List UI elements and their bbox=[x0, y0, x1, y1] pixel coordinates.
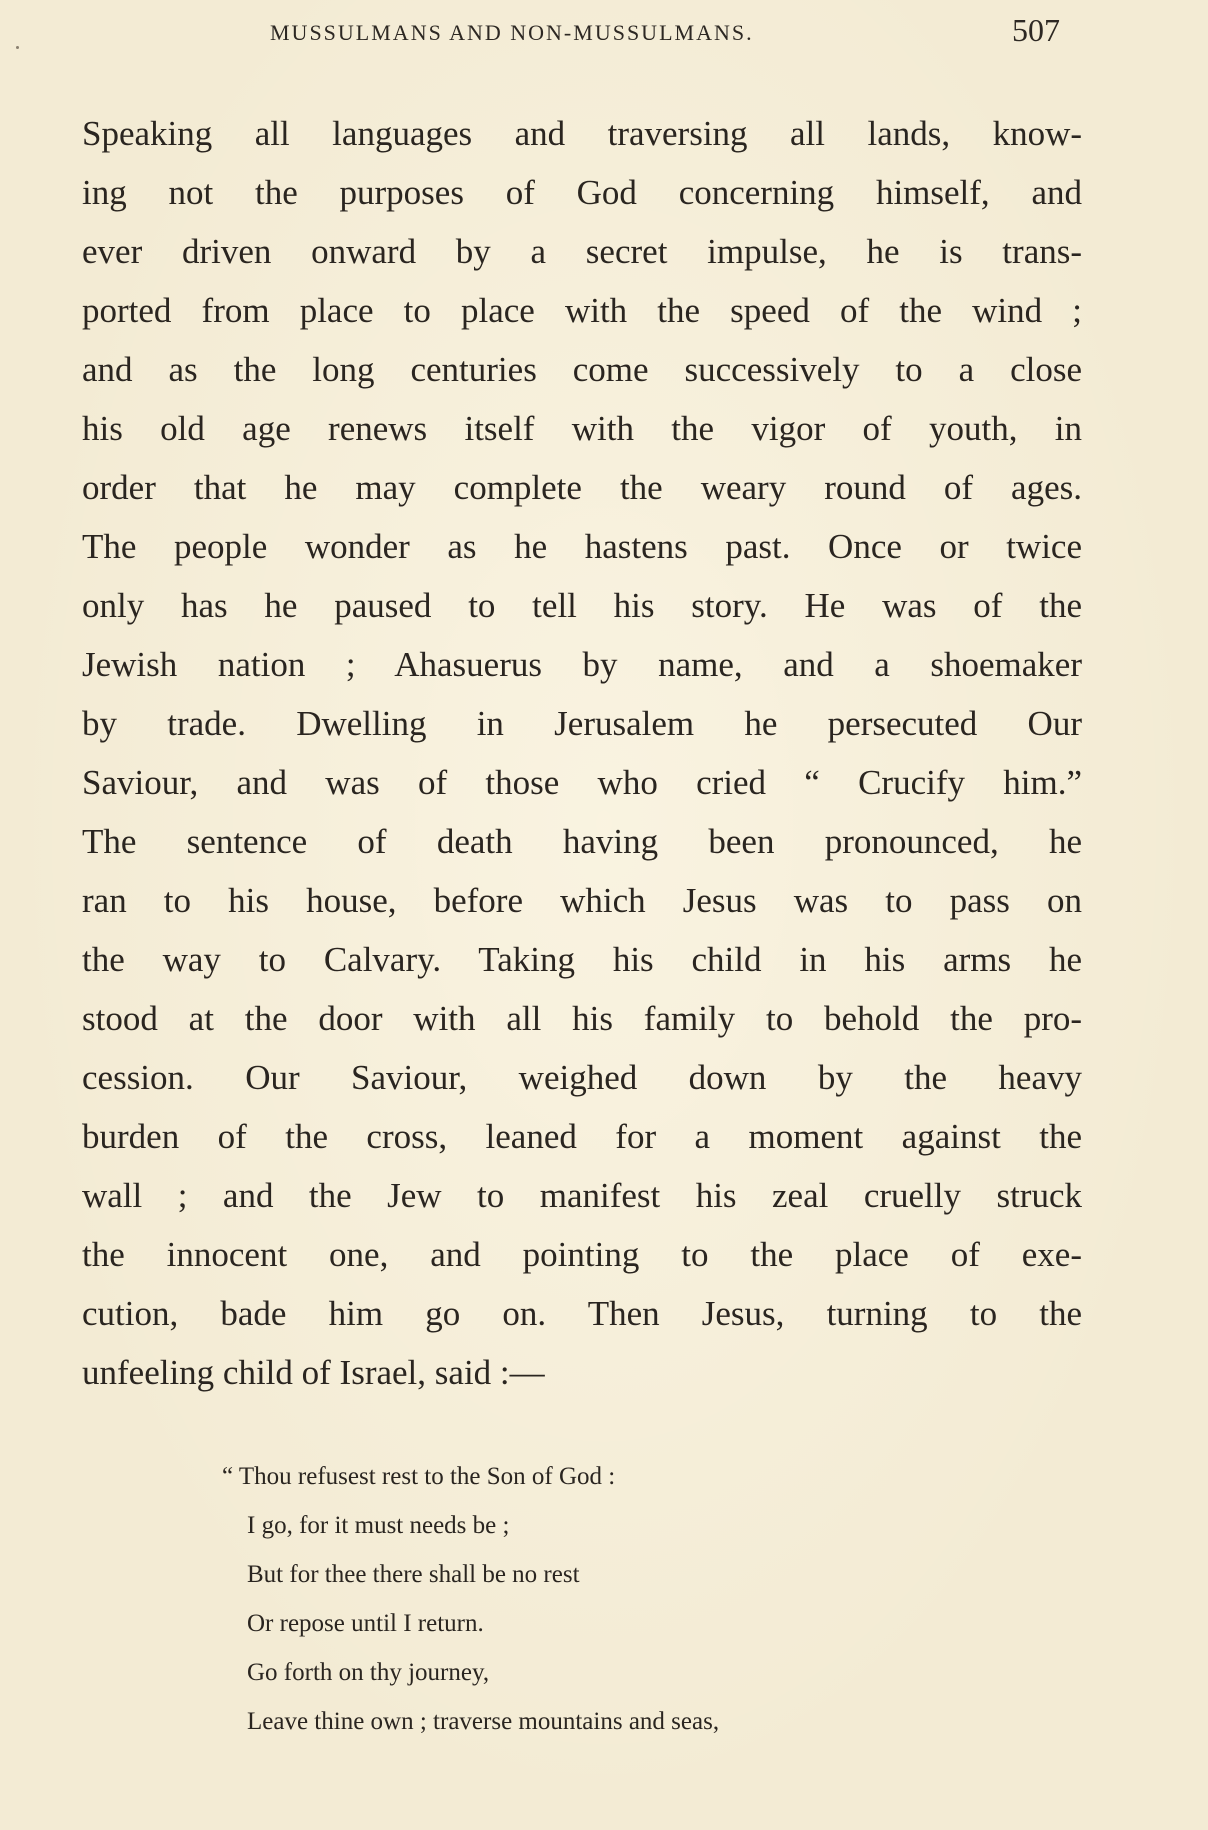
text-line: burden of the cross, leaned for a moment against the bbox=[82, 1117, 1082, 1156]
verse-line: I go, for it must needs be ; bbox=[247, 1512, 510, 1539]
text-line: by trade. Dwelling in Jerusalem he persecuted Our bbox=[82, 704, 1082, 743]
verse-line: “ Thou refusest rest to the Son of God : bbox=[222, 1463, 616, 1490]
text-line: ported from place to place with the speed of the wind ; bbox=[82, 291, 1082, 330]
text-line: ran to his house, before which Jesus was to pass on bbox=[82, 881, 1082, 920]
page-number: 507 bbox=[1012, 12, 1060, 48]
text-line: the innocent one, and pointing to the place of exe- bbox=[82, 1235, 1082, 1274]
text-line: cution, bade him go on. Then Jesus, turning to the bbox=[82, 1294, 1082, 1333]
text-line: unfeeling child of Israel, said :— bbox=[82, 1353, 545, 1392]
text-line: The people wonder as he hastens past. Once or twice bbox=[82, 527, 1082, 566]
text-line: order that he may complete the weary round of ages. bbox=[82, 468, 1082, 507]
verse-line: But for thee there shall be no rest bbox=[247, 1561, 580, 1588]
paper-speck bbox=[16, 46, 19, 49]
text-line: Saviour, and was of those who cried “ Crucify him.” bbox=[82, 763, 1082, 802]
text-line: the way to Calvary. Taking his child in his arms he bbox=[82, 940, 1082, 979]
text-line: stood at the door with all his family to behold the pro- bbox=[82, 999, 1082, 1038]
text-line: Speaking all languages and traversing all lands, know- bbox=[82, 114, 1082, 153]
text-line: ever driven onward by a secret impulse, he is trans- bbox=[82, 232, 1082, 271]
text-line: and as the long centuries come successively to a close bbox=[82, 350, 1082, 389]
verse-line: Go forth on thy journey, bbox=[247, 1659, 490, 1686]
verse-line: Or repose until I return. bbox=[247, 1610, 484, 1637]
prose-paragraph bbox=[82, 104, 1082, 1402]
text-line: The sentence of death having been pronounced, he bbox=[82, 822, 1082, 861]
text-line: Jewish nation ; Ahasuerus by name, and a shoemaker bbox=[82, 645, 1082, 684]
verse-quotation bbox=[218, 1452, 918, 1746]
text-line: only has he paused to tell his story. He was of the bbox=[82, 586, 1082, 625]
text-line: cession. Our Saviour, weighed down by the heavy bbox=[82, 1058, 1082, 1097]
text-line: wall ; and the Jew to manifest his zeal cruelly struck bbox=[82, 1176, 1082, 1215]
text-line: ing not the purposes of God concerning himself, and bbox=[82, 173, 1082, 212]
text-line: his old age renews itself with the vigor of youth, in bbox=[82, 409, 1082, 448]
verse-line: Leave thine own ; traverse mountains and seas, bbox=[247, 1708, 720, 1735]
running-title: MUSSULMANS AND NON-MUSSULMANS. bbox=[270, 20, 754, 45]
